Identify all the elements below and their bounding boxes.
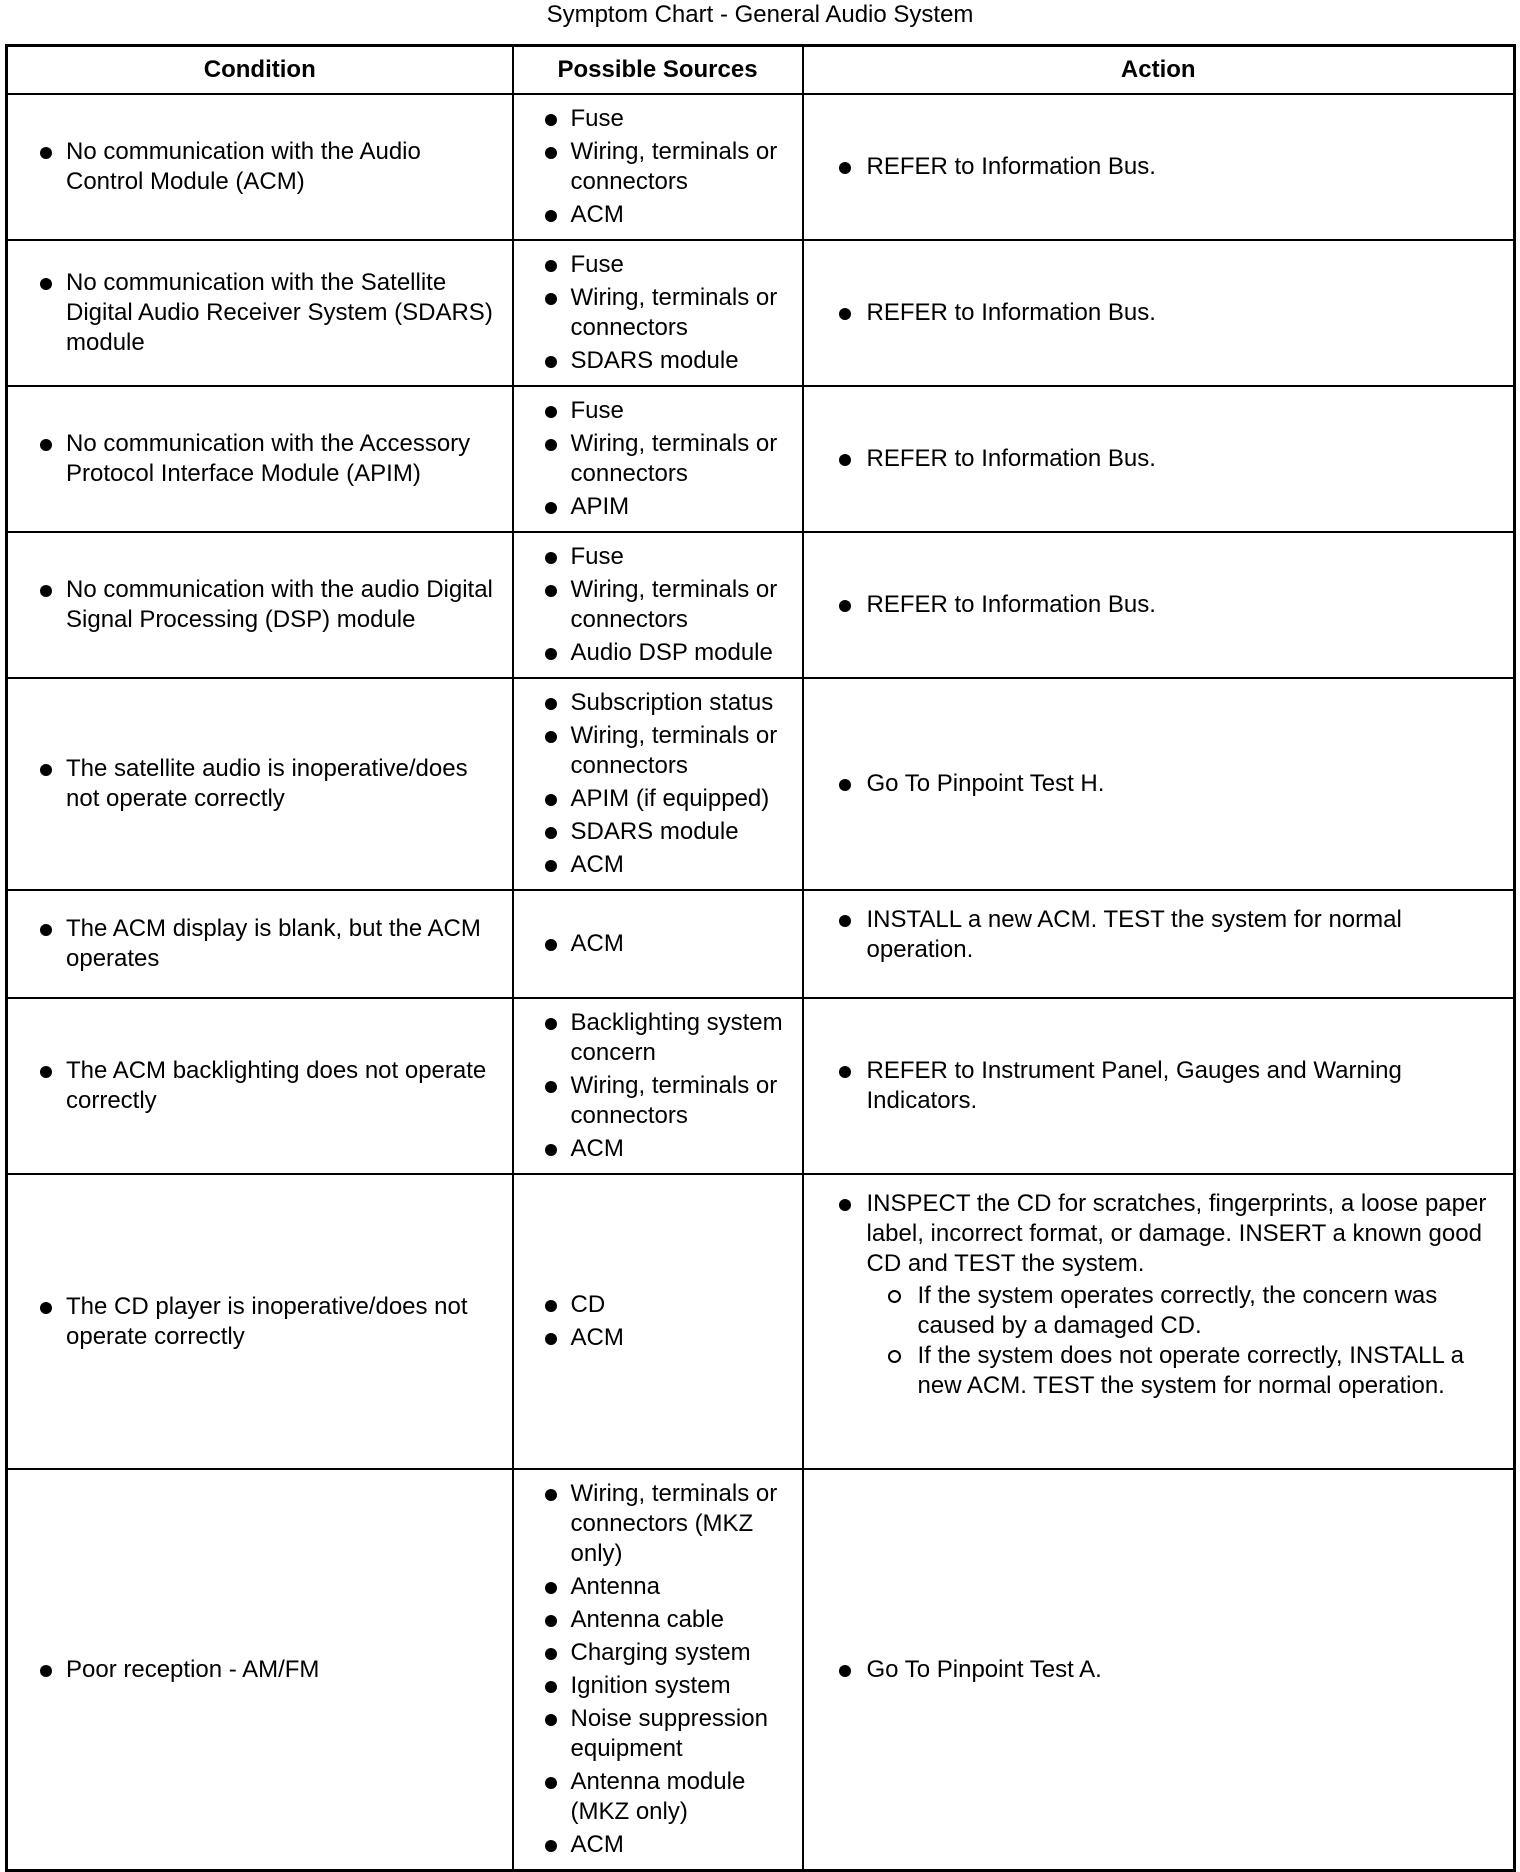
source-item: Wiring, terminals or connectors: [571, 575, 798, 635]
condition-text: No communication with the Accessory Protocol Interface Module (APIM): [66, 429, 502, 489]
source-item: SDARS module: [571, 817, 798, 847]
table-row: [7, 998, 1515, 1174]
source-item: Backlighting system concern: [571, 1008, 798, 1068]
symptom-table: [5, 44, 1516, 1872]
sub-action-item: If the system does not operate correctly, INSTALL a new ACM. TEST the system for normal operation.: [918, 1341, 1498, 1401]
table-row: [7, 532, 1515, 678]
table-row: [7, 94, 1515, 240]
action-cell: [803, 1174, 1515, 1469]
action-text: REFER to Information Bus.: [867, 298, 1498, 328]
header-sources: Possible Sources: [513, 46, 803, 95]
source-item: ACM: [571, 929, 798, 959]
condition-text: No communication with the Satellite Digital Audio Receiver System (SDARS) module: [66, 268, 502, 358]
source-item: Wiring, terminals or connectors: [571, 429, 798, 489]
source-item: Fuse: [571, 250, 798, 280]
source-item: CD: [571, 1290, 798, 1320]
source-item: ACM: [571, 200, 798, 230]
sources-cell: [513, 94, 803, 240]
source-item: Wiring, terminals or connectors: [571, 1071, 798, 1131]
action-cell: [803, 94, 1515, 240]
action-text: REFER to Information Bus.: [867, 444, 1498, 474]
action-text: INSTALL a new ACM. TEST the system for normal operation.: [867, 905, 1498, 965]
condition-text: The ACM display is blank, but the ACM operates: [66, 914, 502, 974]
source-item: APIM (if equipped): [571, 784, 798, 814]
condition-cell: [7, 1174, 513, 1469]
sources-cell: [513, 890, 803, 998]
condition-cell: [7, 890, 513, 998]
action-text: REFER to Information Bus.: [867, 590, 1498, 620]
source-item: Antenna cable: [571, 1605, 798, 1635]
table-row: [7, 1469, 1515, 1871]
header-action: Action: [803, 46, 1515, 95]
action-cell: [803, 998, 1515, 1174]
table-row: [7, 1174, 1515, 1469]
condition-text: No communication with the audio Digital Signal Processing (DSP) module: [66, 575, 502, 635]
source-item: Fuse: [571, 396, 798, 426]
source-item: ACM: [571, 1134, 798, 1164]
source-item: Subscription status: [571, 688, 798, 718]
sub-action-item: If the system operates correctly, the concern was caused by a damaged CD.: [918, 1281, 1498, 1341]
source-item: ACM: [571, 850, 798, 880]
source-item: Antenna: [571, 1572, 798, 1602]
sources-cell: [513, 240, 803, 386]
source-item: Charging system: [571, 1638, 798, 1668]
sources-cell: [513, 532, 803, 678]
action-cell: [803, 890, 1515, 998]
sources-cell: [513, 678, 803, 890]
source-item: ACM: [571, 1830, 798, 1860]
action-cell: [803, 386, 1515, 532]
condition-text: The CD player is inoperative/does not operate correctly: [66, 1292, 502, 1352]
source-item: ACM: [571, 1323, 798, 1353]
condition-cell: [7, 240, 513, 386]
action-item: [867, 1189, 1498, 1401]
action-cell: [803, 678, 1515, 890]
source-item: Noise suppression equipment: [571, 1704, 798, 1764]
table-row: [7, 890, 1515, 998]
source-item: Ignition system: [571, 1671, 798, 1701]
header-row: [7, 46, 1515, 95]
sources-cell: [513, 998, 803, 1174]
source-item: Fuse: [571, 104, 798, 134]
source-item: Wiring, terminals or connectors (MKZ only): [571, 1479, 798, 1569]
condition-text: The satellite audio is inoperative/does not operate correctly: [66, 754, 502, 814]
table-row: [7, 240, 1515, 386]
sub-action-list: [867, 1279, 1498, 1401]
action-cell: [803, 532, 1515, 678]
source-item: Wiring, terminals or connectors: [571, 137, 798, 197]
action-text: Go To Pinpoint Test H.: [867, 769, 1498, 799]
source-item: APIM: [571, 492, 798, 522]
action-cell: [803, 240, 1515, 386]
condition-cell: [7, 532, 513, 678]
condition-cell: [7, 998, 513, 1174]
source-item: Antenna module (MKZ only): [571, 1767, 798, 1827]
table-row: [7, 386, 1515, 532]
source-item: Fuse: [571, 542, 798, 572]
chart-title: Symptom Chart - General Audio System: [546, 1, 974, 28]
sources-cell: [513, 1174, 803, 1469]
sources-cell: [513, 386, 803, 532]
condition-text: The ACM backlighting does not operate correctly: [66, 1056, 502, 1116]
condition-cell: [7, 94, 513, 240]
condition-cell: [7, 1469, 513, 1871]
sources-cell: [513, 1469, 803, 1871]
condition-cell: [7, 386, 513, 532]
action-cell: [803, 1469, 1515, 1871]
action-text: Go To Pinpoint Test A.: [867, 1655, 1498, 1685]
condition-text: No communication with the Audio Control Module (ACM): [66, 137, 502, 197]
source-item: SDARS module: [571, 346, 798, 376]
condition-text: Poor reception - AM/FM: [66, 1655, 502, 1685]
action-text: REFER to Information Bus.: [867, 152, 1498, 182]
source-item: Wiring, terminals or connectors: [571, 283, 798, 343]
condition-cell: [7, 678, 513, 890]
source-item: Audio DSP module: [571, 638, 798, 668]
header-condition: Condition: [7, 46, 513, 95]
action-text: REFER to Instrument Panel, Gauges and Warning Indicators.: [867, 1056, 1498, 1116]
table-row: [7, 678, 1515, 890]
source-item: Wiring, terminals or connectors: [571, 721, 798, 781]
action-text: INSPECT the CD for scratches, fingerprints, a loose paper label, incorrect format, or damage. INSERT a known good CD and TEST the system.: [866, 1190, 1487, 1277]
